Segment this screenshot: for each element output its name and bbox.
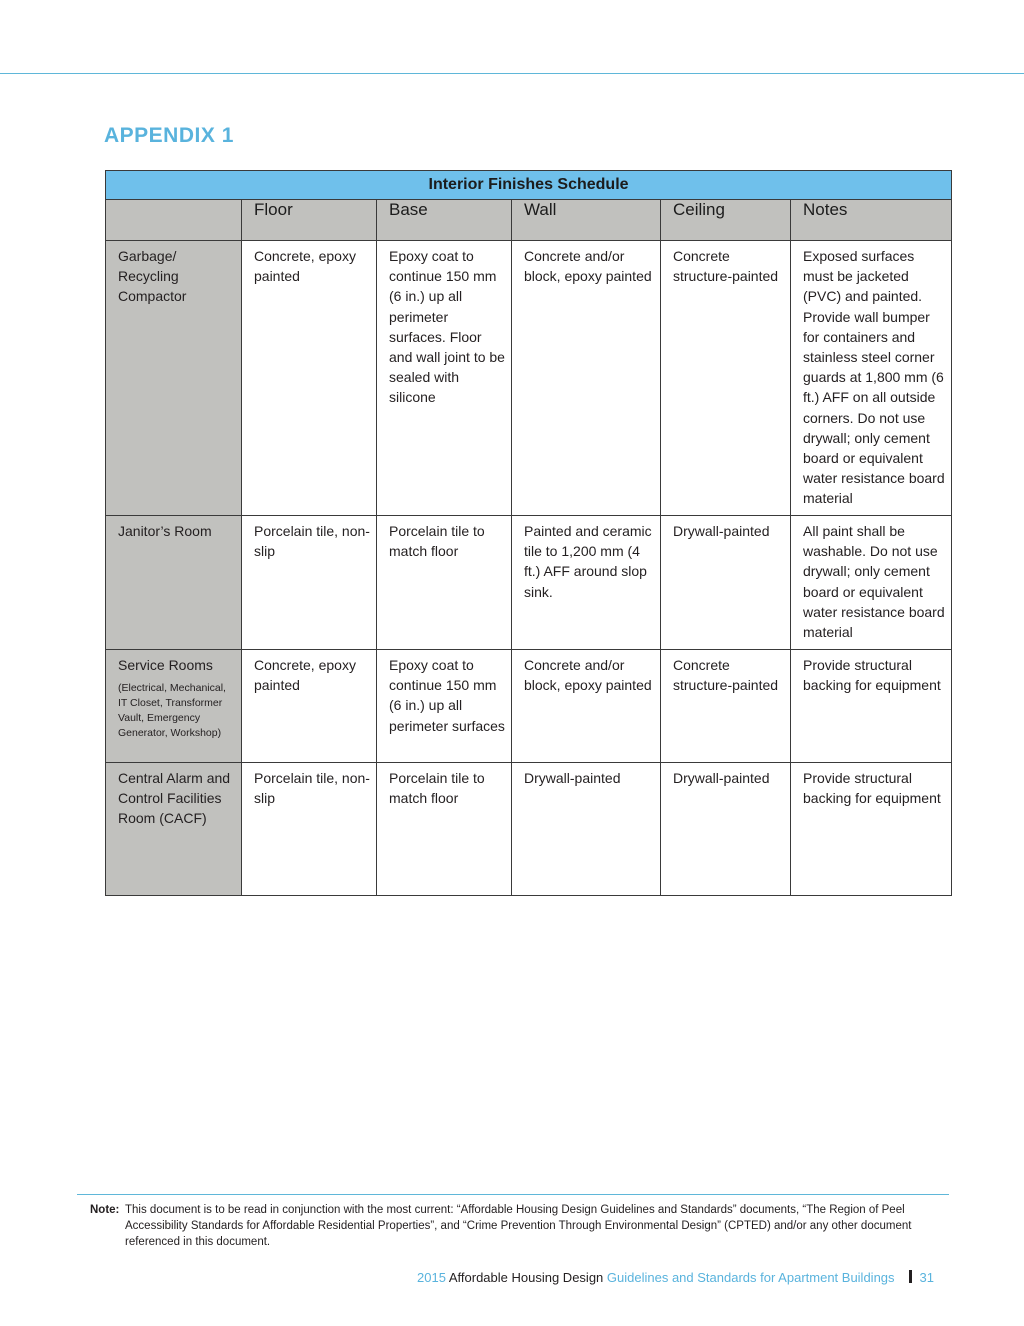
footer-year: 2015 (417, 1270, 446, 1285)
notes-cell: Provide structural backing for equipment (791, 650, 952, 763)
interior-finishes-table (105, 170, 952, 896)
table-row (106, 516, 952, 650)
column-header-wall: Wall (512, 200, 661, 241)
floor-cell: Porcelain tile, non-slip (242, 516, 377, 650)
table-title: Interior Finishes Schedule (106, 171, 952, 200)
wall-cell: Concrete and/or block, epoxy painted (512, 241, 661, 516)
ceiling-cell: Drywall-painted (661, 516, 791, 650)
row-room-label (106, 516, 242, 650)
column-header-notes: Notes (791, 200, 952, 241)
column-header-ceiling: Ceiling (661, 200, 791, 241)
notes-cell: Exposed surfaces must be jacketed (PVC) and painted. Provide wall bumper for containers and stainless steel corner guards at 1,800 mm (6 ft.) AFF on all outside corners. Do not use drywall; only cement board or equivalent water resistance board material (791, 241, 952, 516)
column-header-base: Base (377, 200, 512, 241)
floor-cell: Concrete, epoxy painted (242, 241, 377, 516)
footnote-divider (77, 1194, 949, 1195)
room-name: Service Rooms (118, 657, 213, 673)
table-row (106, 241, 952, 516)
table-header-row (106, 200, 952, 241)
table-row (106, 650, 952, 763)
base-cell: Porcelain tile to match floor (377, 763, 512, 896)
footer-separator (909, 1270, 912, 1283)
page-footer (417, 1270, 934, 1286)
note-text: This document is to be read in conjunction with the most current: “Affordable Housing Design Guidelines and Standards” documents, “The Region of Peel Accessibility Standards for Affordable Residential Properties”, and “Crime Prevention Through Environmental Design” (CPTED) and/or any other document referenced in this document. (125, 1204, 912, 1248)
base-cell: Epoxy coat to continue 150 mm (6 in.) up all perimeter surfaces. Floor and wall joint to be sealed with silicone (377, 241, 512, 516)
wall-cell: Painted and ceramic tile to 1,200 mm (4 ft.) AFF around slop sink. (512, 516, 661, 650)
footnote (90, 1202, 938, 1250)
floor-cell: Concrete, epoxy painted (242, 650, 377, 763)
ceiling-cell: Drywall-painted (661, 763, 791, 896)
column-header-room (106, 200, 242, 241)
page-number: 31 (919, 1270, 934, 1285)
top-divider (0, 73, 1024, 74)
column-header-floor: Floor (242, 200, 377, 241)
row-room-label (106, 763, 242, 896)
ceiling-cell: Concrete structure-painted (661, 241, 791, 516)
room-name: Central Alarm and Control Facilities Room (CACF) (118, 770, 231, 826)
room-name: Garbage/ Recycling Compactor (118, 248, 187, 304)
table-title-row (106, 171, 952, 200)
ceiling-cell: Concrete structure-painted (661, 650, 791, 763)
wall-cell: Drywall-painted (512, 763, 661, 896)
appendix-heading: APPENDIX 1 (104, 124, 234, 147)
base-cell: Porcelain tile to match floor (377, 516, 512, 650)
footer-title-rest: Guidelines and Standards for Apartment Buildings (606, 1270, 895, 1285)
footer-title-strong: Affordable Housing Design (448, 1270, 604, 1285)
room-detail: (Electrical, Mechanical, IT Closet, Transformer Vault, Emergency Generator, Workshop) (118, 682, 226, 739)
room-name: Janitor’s Room (118, 523, 212, 539)
row-room-label (106, 650, 242, 763)
row-room-label (106, 241, 242, 516)
notes-cell: All paint shall be washable. Do not use drywall; only cement board or equivalent water resistance board material (791, 516, 952, 650)
notes-cell: Provide structural backing for equipment (791, 763, 952, 896)
note-label: Note: (90, 1204, 120, 1216)
wall-cell: Concrete and/or block, epoxy painted (512, 650, 661, 763)
base-cell: Epoxy coat to continue 150 mm (6 in.) up all perimeter surfaces (377, 650, 512, 763)
floor-cell: Porcelain tile, non-slip (242, 763, 377, 896)
table-row (106, 763, 952, 896)
